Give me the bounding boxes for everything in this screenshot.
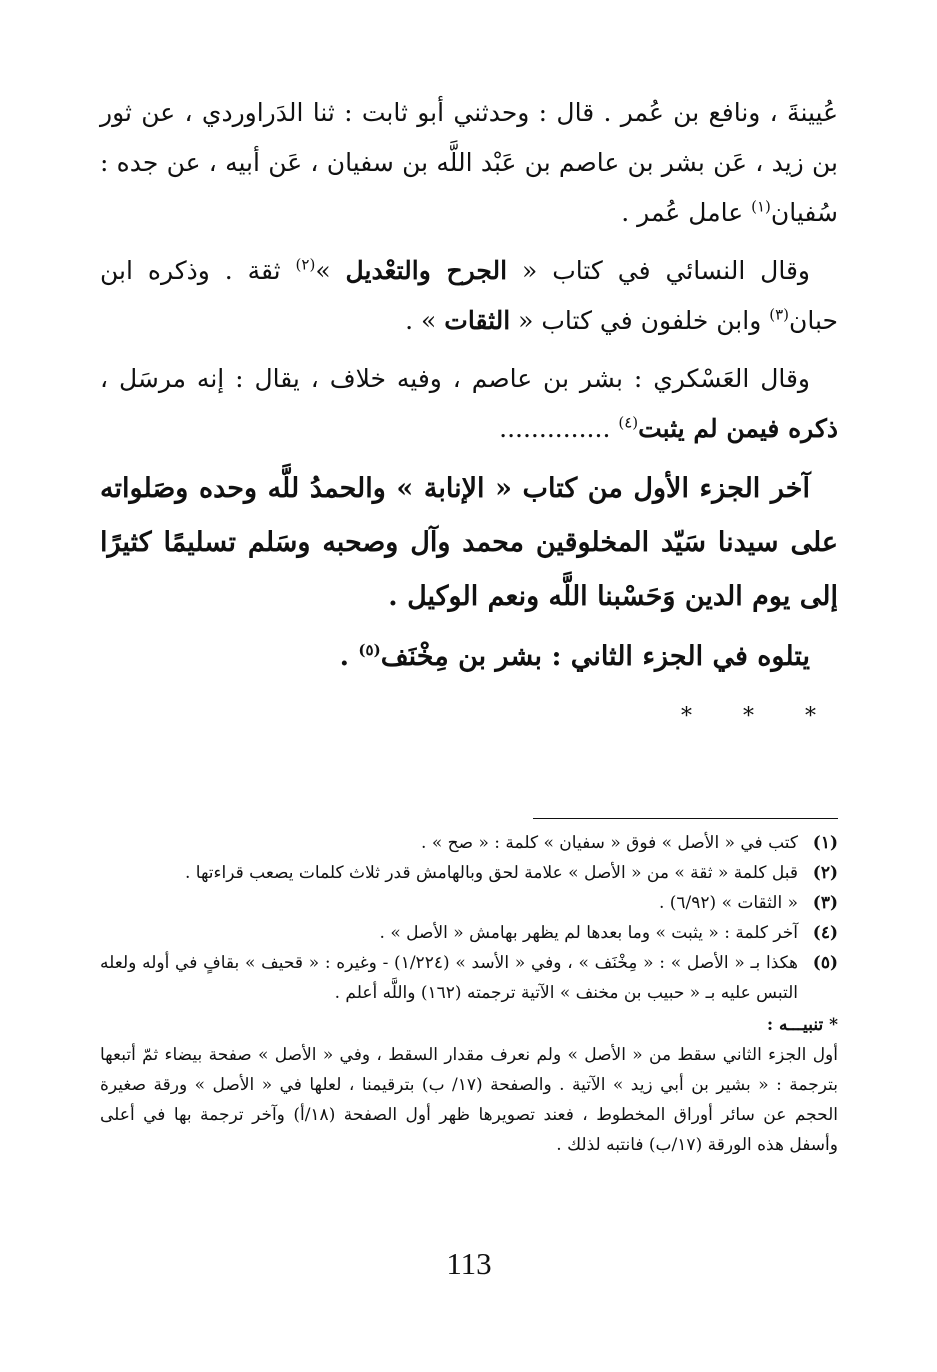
footnote-number: (١) [812,833,838,853]
next-part-text: يتلوه في الجزء الثاني : بشر بن مِخْنَف [380,641,810,672]
footnote-text: آخر كلمة : « يثبت » وما بعدها لم يظهر بهامش « الأصل » . [379,923,798,943]
footnote-5 [100,948,838,1008]
footnote-1 [100,828,838,858]
footnote-number: (٢) [812,863,838,883]
section-stars: * * * [681,704,838,729]
note-heading: * تنبيـــه : [766,1015,838,1035]
book-title-jarh: الجرح والتعْديل [345,256,508,285]
paragraph-2-text-c: ثقة . وذكره ابن حبان [100,256,838,335]
closing-paragraph [100,462,838,624]
paragraph-2 [100,246,838,346]
paragraph-2-text-a: وقال النسائي في كتاب « [507,256,810,285]
footnote-text: هكذا بـ « الأصل » : « مِخْنَف » ، وفي « الأسد » (١/٢٢٤) - وغيره : « قحيف » بقافٍ في أوله ولعله التبس عليه بـ « حبيب بن مخنف » الآتية ترجمته (١٦٢) واللَّه أعلم . [100,953,798,1003]
footnote-text: قبل كلمة « ثقة » من « الأصل » علامة لحق وبالهامش قدر ثلاث كلمات يصعب قراءتها . [184,863,798,883]
closing-text: آخر الجزء الأول من كتاب « الإنابة » والحمدُ للَّه وحده وصَلواته على سيدنا سَيّد المخلوقين محمد وآل وصحبه وسَلم تسليمًا كثيرًا إلى يوم الدين وَحَسْبنا اللَّه ونعم الوكيل . [100,473,838,612]
footnote-text: كتب في « الأصل » فوق « سفيان » كلمة : « صح » . [421,833,798,853]
main-text [100,88,838,729]
paragraph-3-bold: ذكره فيمن لم يثبت [638,414,838,443]
paragraph-1-text: عُيينةَ ، ونافع بن عُمر . قال : وحدثني أبو ثابت : ثنا الدَراوردي ، عن ثور بن زيد ، عَن بشر بن عاصم بن عَبْد اللَّه بن سفيان ، عَن أبيه ، عن جده : سُفيان [100,98,838,227]
note-body: أول الجزء الثاني سقط من « الأصل » ولم نعرف مقدار السقط ، وفي « الأصل » صفحة بيضاء ثمّ أتبعها بترجمة : « بشير بن أبي زيد » الآتية . والصفحة (١٧/ ب) بترقيمنا ، لعلها في « الأصل » ورقة صغيرة الحجم عن سائر أوراق المخطوط ، فعند تصويرها ظهر أول الصفحة (١٨/أ) وآخر ترجمة بها في أعلى وأسفل هذه الورقة (١٧/ب) فانتبه لذلك . [100,1045,839,1155]
footnote-3 [100,888,838,918]
book-title-thiqat: الثقات [444,306,511,335]
footnote-ref-1[interactable]: (١) [751,197,771,216]
page-number: 113 [446,1246,492,1281]
footnote-text: « الثقات » (٦/٩٢) . [658,893,798,913]
footnotes [100,828,838,1160]
next-part-line [100,630,838,684]
footnote-2 [100,858,838,888]
footnote-number: (٣) [812,893,838,913]
footnote-ref-3[interactable]: (٣) [769,305,790,324]
paragraph-3 [100,354,838,454]
paragraph-3-text-a: وقال العَسْكري : بشر بن عاصم ، وفيه خلاف ، يقال : إنه مرسَل ، [100,364,810,393]
paragraph-2-text-d: وابن خلفون في كتاب « [510,306,770,335]
footnote-number: (٤) [812,923,838,943]
paragraph-2-text-e: » . [405,306,445,335]
paragraph-1-end: عامل عُمر . [621,198,752,227]
footnote-ref-2[interactable]: (٢) [295,255,316,274]
footnote-divider [533,818,838,819]
footnote-number: (٥) [812,953,838,973]
page [100,88,838,1338]
next-part-end: . [339,641,359,672]
footnote-ref-5[interactable]: (٥) [358,641,381,659]
paragraph-1 [100,88,838,238]
paragraph-2-text-b: » [315,256,346,285]
ellipsis-dots: .............. [499,414,619,443]
footnote-4 [100,918,838,948]
footnote-ref-4[interactable]: (٤) [618,413,639,432]
